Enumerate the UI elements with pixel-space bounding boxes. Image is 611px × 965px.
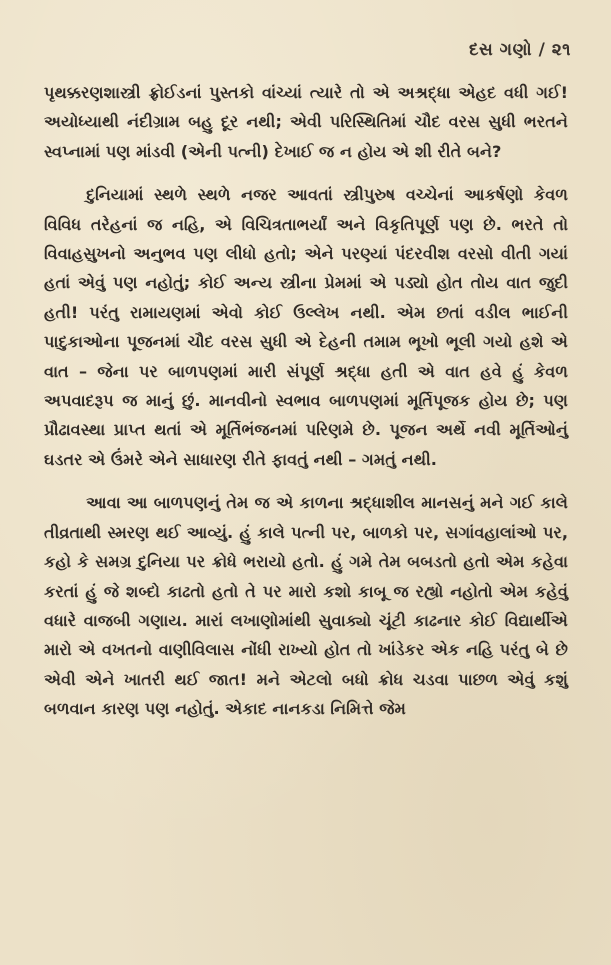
running-head: દસ ગણો / ૨૧ [468, 40, 571, 60]
paragraph-2: દુનિયામાં સ્થળે સ્થળે નજર આવતાં સ્ત્રીપુરુષ વચ્ચેનાં આકર્ષણો કેવળ વિવિધ તરેહનાં જ નહિ, એ વિચિત્રતાભર્યાં અને વિકૃતિપૂર્ણ પણ છે. ભરતે તો વિવાહસુખનો અનુભવ પણ લીધો હતો; એને પરણ્યાં પંદરવીશ વરસો વીતી ગયાં હતાં એવું પણ નહોતું; કોઈ અન્ય સ્ત્રીના પ્રેમમાં એ પડ્યો હોત તોય વાત જુદી હતી! પરંતુ રામાયણમાં એવો કોઈ ઉલ્લેખ નથી. એમ છતાં વડીલ ભાઈની પાદુકાઓના પૂજનમાં ચૌદ વરસ સુધી એ દેહની તમામ ભૂખો ભૂલી ગયો હશે એ વાત – જેના પર બાળપણમાં મારી સંપૂર્ણ શ્રદ્ધા હતી એ વાત હવે હું કેવળ અપવાદરૂપ જ માનું છું. માનવીનો સ્વભાવ બાળપણમાં મૂર્તિપૂજક હોય છે; પણ પ્રૌઢાવસ્થા પ્રાપ્ત થતાં એ મૂર્તિભંજનમાં પરિણમે છે. પૂજન અર્થે નવી મૂર્તિઓનું ઘડતર એ ઉંમરે એને સાધારણ રીતે ફાવતું નથી – ગમતું નથી. [44, 185, 568, 469]
paragraph-3: આવા આ બાળપણનું તેમ જ એ કાળના શ્રદ્ધાશીલ માનસનું મને ગઈ કાલે તીવ્રતાથી સ્મરણ થઈ આવ્યું. હું કાલે પત્ની પર, બાળકો પર, સગાંવહાલાંઓ પર, કહો કે સમગ્ર દુનિયા પર ક્રોધે ભરાયો હતો. હું ગમે તેમ બબડતો હતો એમ કહેવા કરતાં હું જે શબ્દો કાઢતો હતો તે પર મારો કશો કાબૂ જ રહ્યો નહોતો એમ કહેવું વધારે વાજબી ગણાય. મારાં લખાણોમાંથી સુવાક્યો ચૂંટી કાઢનાર કોઈ વિદ્યાર્થીએ મારો એ વખતનો વાણીવિલાસ નોંધી રાખ્યો હોત તો ખાંડેકર એક નહિ પરંતુ બે છે એવી એને ખાતરી થઈ જાત! મને એટલો બધો ક્રોધ ચડવા પાછળ એવું કશું બળવાન કારણ પણ નહોતું. એકાદ નાનકડા નિમિત્તે જેમ [44, 493, 568, 719]
paragraph-1: પૃથક્કરણશાસ્ત્રી ફ્રોઈડનાં પુસ્તકો વાંચ્યાં ત્યારે તો એ અશ્રદ્ધા એહદ વધી ગઈ! અયોધ્યાથી નંદીગ્રામ બહુ દૂર નથી; એવી પરિસ્થિતિમાં ચૌદ વરસ સુધી ભરતને સ્વપ્નામાં પણ માંડવી (એની પત્ની) દેખાઈ જ ન હોય એ શી રીતે બને? [44, 83, 568, 161]
body-text [44, 78, 568, 724]
